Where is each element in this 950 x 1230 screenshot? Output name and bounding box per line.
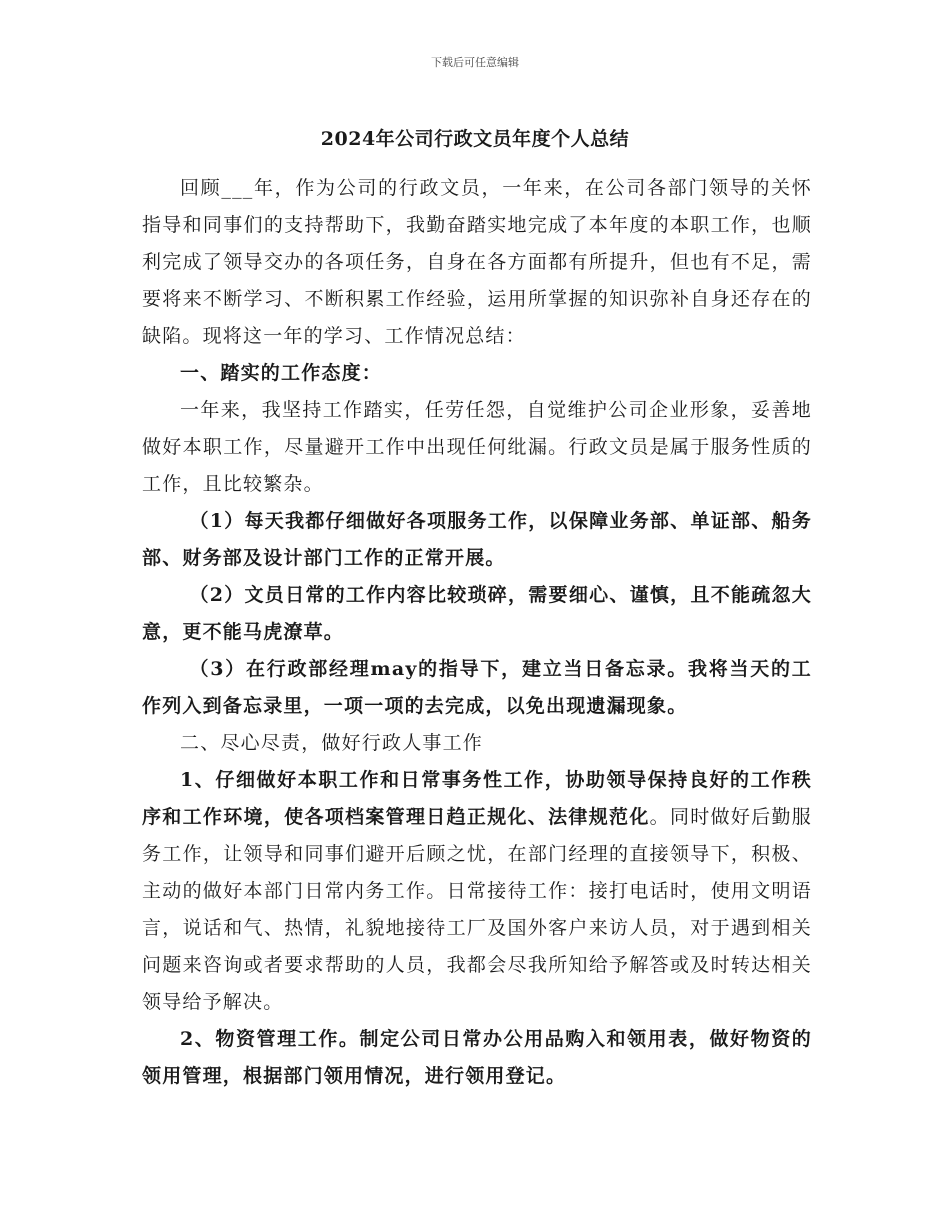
document-title: 2024年公司行政文员年度个人总结 bbox=[320, 128, 630, 150]
document-body bbox=[142, 170, 812, 1095]
list-item-1: （1）每天我都仔细做好各项服务工作，以保障业务部、单证部、船务部、财务部及设计部门工作的正常开展。 bbox=[142, 510, 812, 569]
list-item-2: （2）文员日常的工作内容比较琐碎，需要细心、谨慎，且不能疏忽大意，更不能马虎潦草。 bbox=[142, 584, 812, 643]
point1-bold-text: 1、仔细做好本职工作和日常事务性工作，协助领导保持良好的工作秩序和工作环境，使各项档案管理日趋正规化、法律规范化 bbox=[142, 769, 812, 828]
section1-body: 一年来，我坚持工作踏实，任劳任怨，自觉维护公司企业形象，妥善地做好本职工作，尽量避开工作中出现任何纰漏。行政文员是属于服务性质的工作，且比较繁杂。 bbox=[142, 399, 812, 495]
point1-regular-text: 。同时做好后勤服务工作，让领导和同事们避开后顾之忧，在部门经理的直接领导下，积极、主动的做好本部门日常内务工作。日常接待工作：接打电话时，使用文明语言，说话和气、热情，礼貌地接待工厂及国外客户来访人员，对于遇到相关问题来咨询或者要求帮助的人员，我都会尽我所知给予解答或及时转达相关领导给予解决。 bbox=[142, 806, 812, 1013]
section2-point-1 bbox=[142, 762, 812, 1021]
section1-heading: 一、踏实的工作态度： bbox=[180, 362, 383, 384]
page-header: 下载后可任意编辑 bbox=[431, 56, 519, 69]
intro-paragraph: 回顾___年，作为公司的行政文员，一年来，在公司各部门领导的关怀指导和同事们的支持帮助下，我勤奋踏实地完成了本年度的本职工作，也顺利完成了领导交办的各项任务，自身在各方面都有所提升，但也有不足，需要将来不断学习、不断积累工作经验，运用所掌握的知识弥补自身还存在的缺陷。现将这一年的学习、工作情况总结： bbox=[142, 177, 812, 347]
section2-point-2: 2、物资管理工作。制定公司日常办公用品购入和领用表，做好物资的领用管理，根据部门领用情况，进行领用登记。 bbox=[142, 1028, 812, 1087]
section2-heading: 二、尽心尽责，做好行政人事工作 bbox=[180, 732, 484, 754]
list-item-3: （3）在行政部经理may的指导下，建立当日备忘录。我将当天的工作列入到备忘录里，一项一项的去完成，以免出现遗漏现象。 bbox=[142, 658, 812, 717]
